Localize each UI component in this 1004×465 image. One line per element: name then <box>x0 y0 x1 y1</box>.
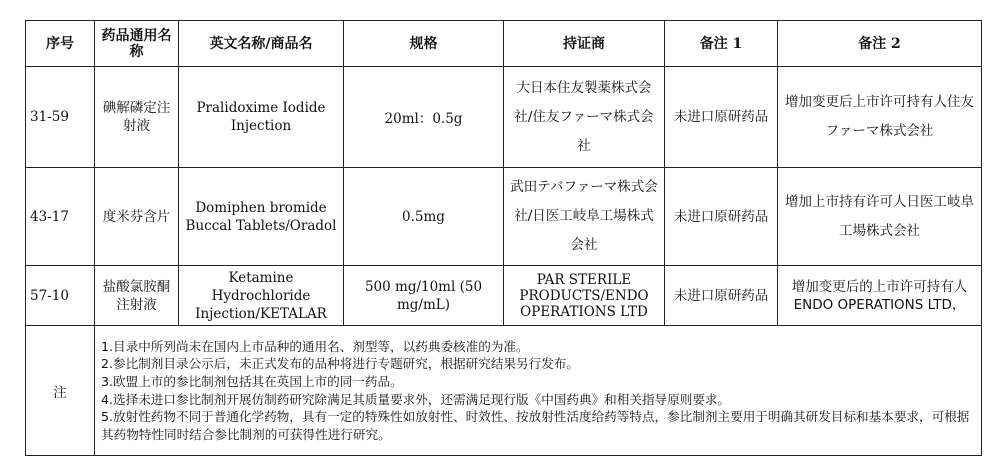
table-header-row <box>26 21 982 67</box>
cell-generic-name: 盐酸氯胺酮注射液 <box>95 266 179 326</box>
note-item: 2.参比制剂目录公示后，未正式发布的品种将进行专题研究，根据研究结果另行发布。 <box>101 356 579 372</box>
cell-serial-number: 31-59 <box>26 67 95 168</box>
header-serial-number: 序号 <box>26 21 95 67</box>
cell-generic-name: 度米芬含片 <box>95 168 179 266</box>
cell-remark-2: 增加变更后的上市许可持有人 ENDO OPERATIONS LTD， <box>778 266 982 326</box>
notes-content <box>95 326 982 456</box>
cell-generic-name: 碘解磷定注射液 <box>95 67 179 168</box>
note-item: 3.欧盟上市的参比制剂包括其在英国上市的同一药品。 <box>101 373 403 389</box>
header-license-holder: 持证商 <box>504 21 665 67</box>
cell-remark-1: 未进口原研药品 <box>665 168 778 266</box>
cell-english-name: Pralidoxime Iodide Injection <box>179 67 344 168</box>
cell-specification: 20ml：0.5g <box>344 67 504 168</box>
cell-specification: 500 mg/10ml (50 mg/mL) <box>344 266 504 326</box>
header-english-name: 英文名称/商品名 <box>179 21 344 67</box>
cell-serial-number: 57-10 <box>26 266 95 326</box>
cell-remark-1: 未进口原研药品 <box>665 266 778 326</box>
cell-remark-2: 增加上市持有许可人日医工岐阜工場株式会社 <box>778 168 982 266</box>
cell-english-name: Ketamine Hydrochloride Injection/KETALAR <box>179 266 344 326</box>
notes-row <box>26 326 982 456</box>
table-row <box>26 67 982 168</box>
cell-specification: 0.5mg <box>344 168 504 266</box>
cell-license-holder: PAR STERILE PRODUCTS/ENDO OPERATIONS LTD <box>504 266 665 326</box>
header-generic-name: 药品通用名称 <box>95 21 179 67</box>
note-item: 1.目录中所列尚未在国内上市品种的通用名、剂型等，以药典委核准的为准。 <box>101 338 529 354</box>
note-item: 5.放射性药物不同于普通化学药物，具有一定的特殊性如放射性、时效性、按放射性活度给药等特点，参比制剂主要用于明确其研发目标和基本要求，可根据其药物特性同时结合参比制剂的可获得性进行研究。 <box>101 409 970 442</box>
cell-license-holder: 武田テバファーマ株式会社/日医工岐阜工場株式会社 <box>504 168 665 266</box>
table-row <box>26 168 982 266</box>
header-remark-1: 备注 1 <box>665 21 778 67</box>
reference-drug-table <box>25 20 982 456</box>
cell-remark-2: 增加变更后上市许可持有人住友ファーマ株式会社 <box>778 67 982 168</box>
cell-license-holder: 大日本住友製薬株式会社/住友ファーマ株式会社 <box>504 67 665 168</box>
cell-serial-number: 43-17 <box>26 168 95 266</box>
cell-english-name: Domiphen bromide Buccal Tablets/Oradol <box>179 168 344 266</box>
table-row <box>26 266 982 326</box>
cell-remark-1: 未进口原研药品 <box>665 67 778 168</box>
notes-label: 注 <box>26 326 95 456</box>
header-remark-2: 备注 2 <box>778 21 982 67</box>
note-item: 4.选择未进口参比制剂开展仿制药研究除满足其质量要求外，还需满足现行版《中国药典》和相关指导原则要求。 <box>101 391 731 407</box>
header-specification: 规格 <box>344 21 504 67</box>
